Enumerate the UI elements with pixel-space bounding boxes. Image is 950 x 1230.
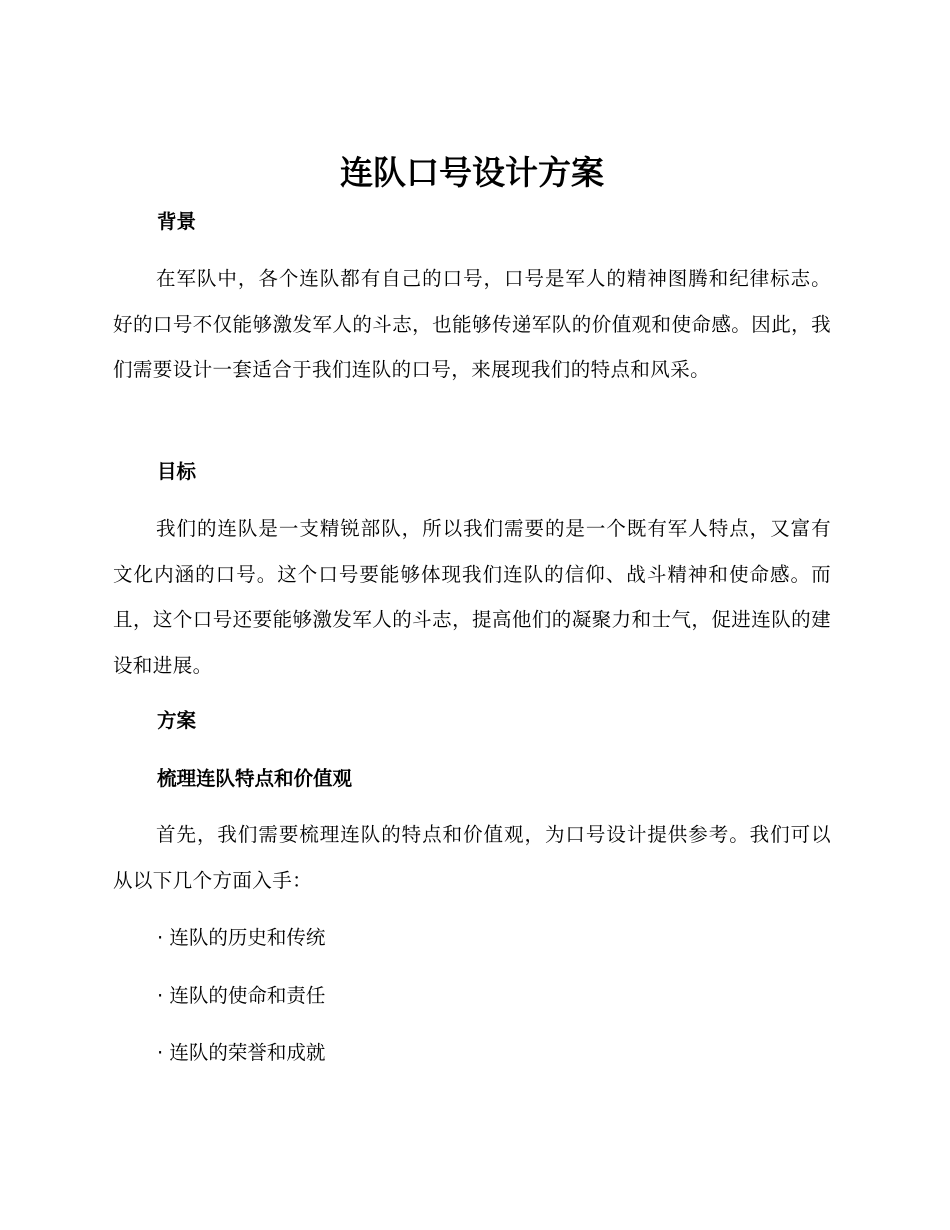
goal-paragraph: 我们的连队是一支精锐部队，所以我们需要的是一个既有军人特点，又富有文化内涵的口号。这个口号要能够体现我们连队的信仰、战斗精神和使命感。而且，这个口号还要能够激发军人的斗志，提高他们的凝聚力和士气，促进连队的建设和进展。 [113,517,831,678]
list-item: · 连队的荣誉和成就 [157,1041,326,1064]
subheading-characteristics: 梳理连队特点和价值观 [157,767,353,790]
section-heading-background: 背景 [157,210,197,233]
background-paragraph: 在军队中，各个连队都有自己的口号，口号是军人的精神图腾和纪律标志。好的口号不仅能够激发军人的斗志，也能够传递军队的价值观和使命感。因此，我们需要设计一套适合于我们连队的口号，来展现我们的特点和风采。 [113,267,831,382]
section-heading-plan: 方案 [157,709,197,732]
document-title: 连队口号设计方案 [340,153,604,192]
list-item: · 连队的历史和传统 [157,926,326,949]
plan-paragraph: 首先，我们需要梳理连队的特点和价值观，为口号设计提供参考。我们可以从以下几个方面入手： [113,823,831,892]
section-heading-goal: 目标 [157,460,197,483]
list-item: · 连队的使命和责任 [157,984,326,1007]
